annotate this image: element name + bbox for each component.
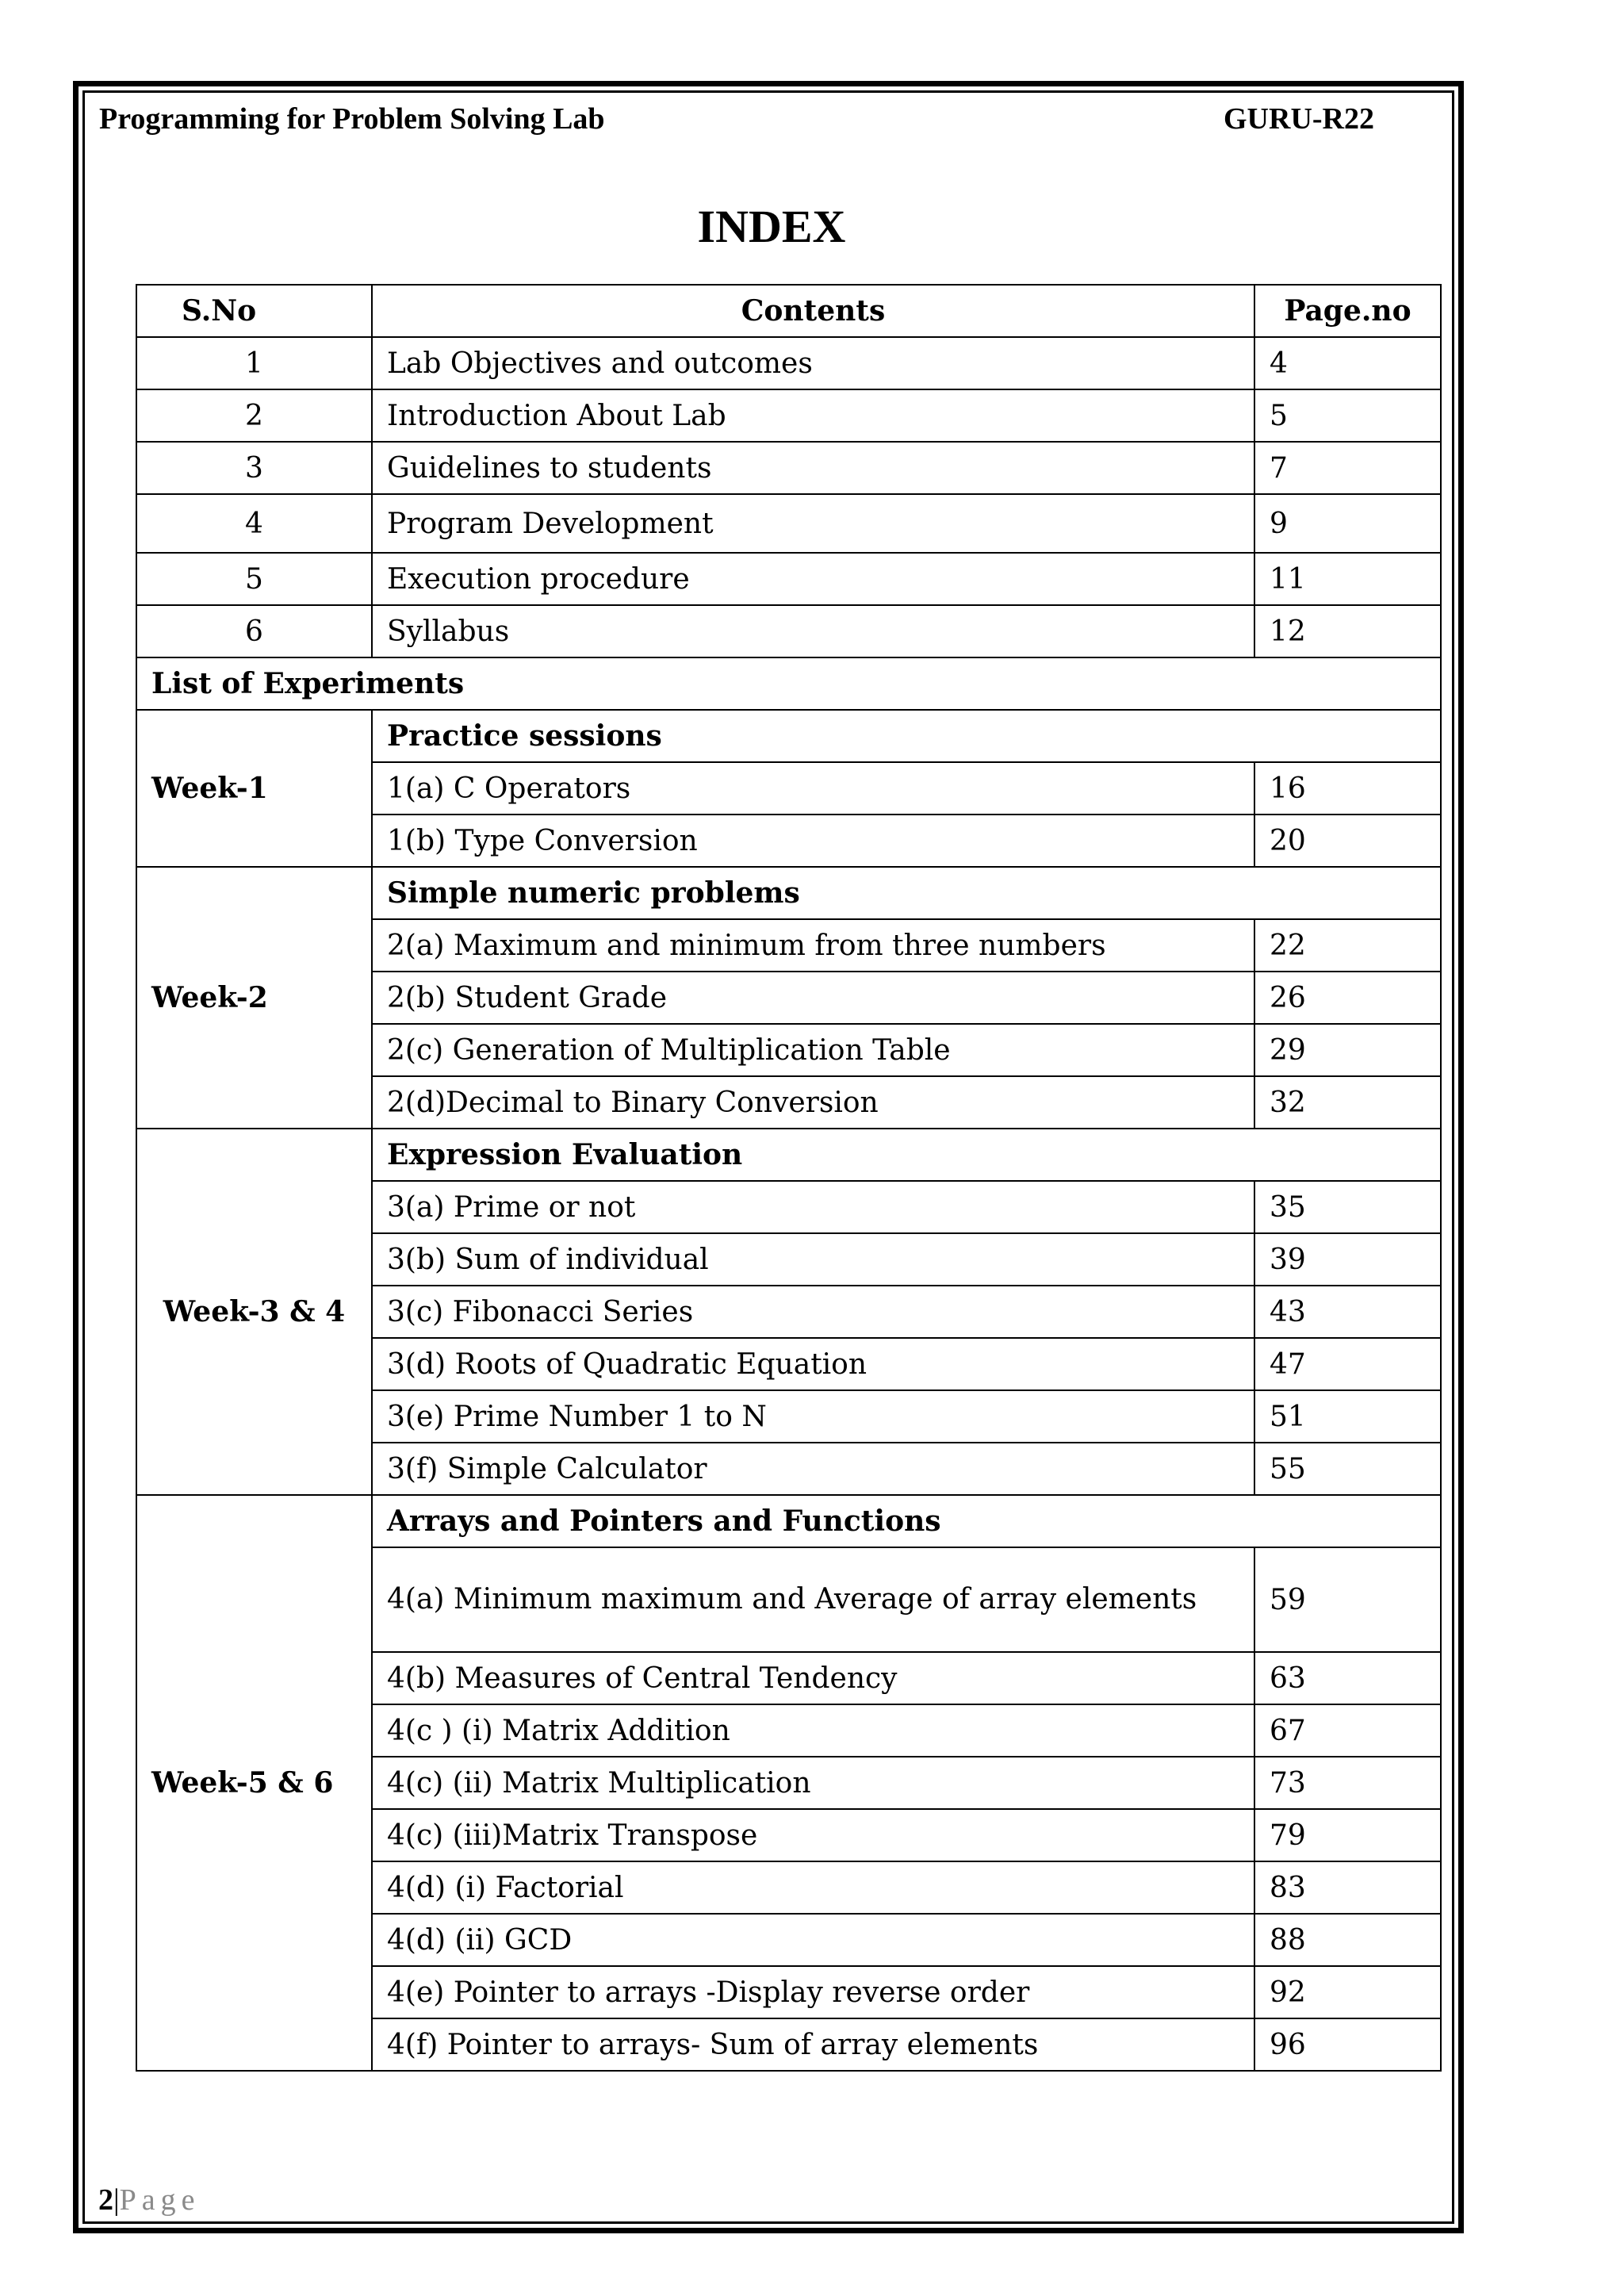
row-title: Execution procedure xyxy=(372,553,1254,605)
row-sno: 1 xyxy=(136,337,372,389)
experiment-title: 2(a) Maximum and minimum from three numbers xyxy=(372,919,1254,972)
experiment-title: 4(d) (ii) GCD xyxy=(372,1914,1254,1966)
experiment-page: 55 xyxy=(1254,1443,1441,1495)
column-header-sno: S.No xyxy=(136,285,372,337)
row-title: Program Development xyxy=(372,494,1254,553)
week-label: Week-3 & 4 xyxy=(136,1129,372,1495)
experiment-title: 3(a) Prime or not xyxy=(372,1181,1254,1233)
experiment-page: 96 xyxy=(1254,2018,1441,2071)
table-row xyxy=(136,337,1441,389)
row-page: 12 xyxy=(1254,605,1441,657)
index-table xyxy=(136,284,1442,2072)
experiment-page: 67 xyxy=(1254,1704,1441,1757)
footer-separator: | xyxy=(113,2183,120,2217)
row-page: 4 xyxy=(1254,337,1441,389)
table-row xyxy=(136,605,1441,657)
experiment-page: 20 xyxy=(1254,815,1441,867)
experiment-page: 83 xyxy=(1254,1861,1441,1914)
experiment-title: 2(b) Student Grade xyxy=(372,972,1254,1024)
experiment-title: 2(c) Generation of Multiplication Table xyxy=(372,1024,1254,1076)
table-row xyxy=(136,494,1441,553)
table-row xyxy=(136,442,1441,494)
week-label: Week-5 & 6 xyxy=(136,1495,372,2071)
experiment-title: 2(d)Decimal to Binary Conversion xyxy=(372,1076,1254,1129)
row-sno: 4 xyxy=(136,494,372,553)
column-header-page: Page.no xyxy=(1254,285,1441,337)
experiment-page: 22 xyxy=(1254,919,1441,972)
column-header-contents: Contents xyxy=(372,285,1254,337)
row-title: Syllabus xyxy=(372,605,1254,657)
row-page: 7 xyxy=(1254,442,1441,494)
experiment-title: 4(c) (ii) Matrix Multiplication xyxy=(372,1757,1254,1809)
experiment-title: 1(a) C Operators xyxy=(372,762,1254,815)
table-row xyxy=(136,553,1441,605)
experiments-heading-row xyxy=(136,657,1441,710)
week-section-title: Practice sessions xyxy=(372,710,1441,762)
experiment-page: 47 xyxy=(1254,1338,1441,1390)
experiment-title: 4(c ) (i) Matrix Addition xyxy=(372,1704,1254,1757)
week-section-row xyxy=(136,710,1441,762)
experiments-heading: List of Experiments xyxy=(136,657,1441,710)
experiment-title: 3(d) Roots of Quadratic Equation xyxy=(372,1338,1254,1390)
experiment-page: 16 xyxy=(1254,762,1441,815)
experiment-title: 1(b) Type Conversion xyxy=(372,815,1254,867)
row-title: Introduction About Lab xyxy=(372,389,1254,442)
week-label: Week-2 xyxy=(136,867,372,1129)
experiment-title: 4(e) Pointer to arrays -Display reverse order xyxy=(372,1966,1254,2018)
experiment-page: 59 xyxy=(1254,1547,1441,1652)
experiment-page: 39 xyxy=(1254,1233,1441,1286)
experiment-page: 51 xyxy=(1254,1390,1441,1443)
experiment-page: 35 xyxy=(1254,1181,1441,1233)
experiment-page: 32 xyxy=(1254,1076,1441,1129)
table-row xyxy=(136,389,1441,442)
experiment-title: 3(c) Fibonacci Series xyxy=(372,1286,1254,1338)
footer-page-word: Page xyxy=(119,2183,201,2217)
week-section-row xyxy=(136,867,1441,919)
experiment-page: 92 xyxy=(1254,1966,1441,2018)
experiment-title: 3(b) Sum of individual xyxy=(372,1233,1254,1286)
experiment-title: 4(f) Pointer to arrays- Sum of array elements xyxy=(372,2018,1254,2071)
experiment-page: 29 xyxy=(1254,1024,1441,1076)
row-sno: 2 xyxy=(136,389,372,442)
experiment-page: 26 xyxy=(1254,972,1441,1024)
row-page: 11 xyxy=(1254,553,1441,605)
row-sno: 3 xyxy=(136,442,372,494)
row-sno: 5 xyxy=(136,553,372,605)
header-course-title: Programming for Problem Solving Lab xyxy=(99,102,605,136)
experiment-page: 63 xyxy=(1254,1652,1441,1704)
row-sno: 6 xyxy=(136,605,372,657)
week-section-title: Expression Evaluation xyxy=(372,1129,1441,1181)
row-title: Guidelines to students xyxy=(372,442,1254,494)
week-label: Week-1 xyxy=(136,710,372,867)
row-page: 9 xyxy=(1254,494,1441,553)
header-regulation-code: GURU-R22 xyxy=(1224,102,1374,136)
row-title: Lab Objectives and outcomes xyxy=(372,337,1254,389)
row-page: 5 xyxy=(1254,389,1441,442)
page-title: INDEX xyxy=(697,201,846,252)
footer-page-number: 2 xyxy=(98,2183,113,2217)
week-section-row xyxy=(136,1495,1441,1547)
experiment-page: 88 xyxy=(1254,1914,1441,1966)
experiment-title: 4(b) Measures of Central Tendency xyxy=(372,1652,1254,1704)
week-section-row xyxy=(136,1129,1441,1181)
experiment-title: 3(e) Prime Number 1 to N xyxy=(372,1390,1254,1443)
experiment-title: 3(f) Simple Calculator xyxy=(372,1443,1254,1495)
week-section-title: Simple numeric problems xyxy=(372,867,1441,919)
experiment-title: 4(a) Minimum maximum and Average of array elements xyxy=(372,1547,1254,1652)
week-section-title: Arrays and Pointers and Functions xyxy=(372,1495,1441,1547)
experiment-title: 4(d) (i) Factorial xyxy=(372,1861,1254,1914)
experiment-page: 43 xyxy=(1254,1286,1441,1338)
table-header-row xyxy=(136,285,1441,337)
experiment-page: 79 xyxy=(1254,1809,1441,1861)
experiment-title: 4(c) (iii)Matrix Transpose xyxy=(372,1809,1254,1861)
experiment-page: 73 xyxy=(1254,1757,1441,1809)
page-footer xyxy=(98,2183,200,2217)
